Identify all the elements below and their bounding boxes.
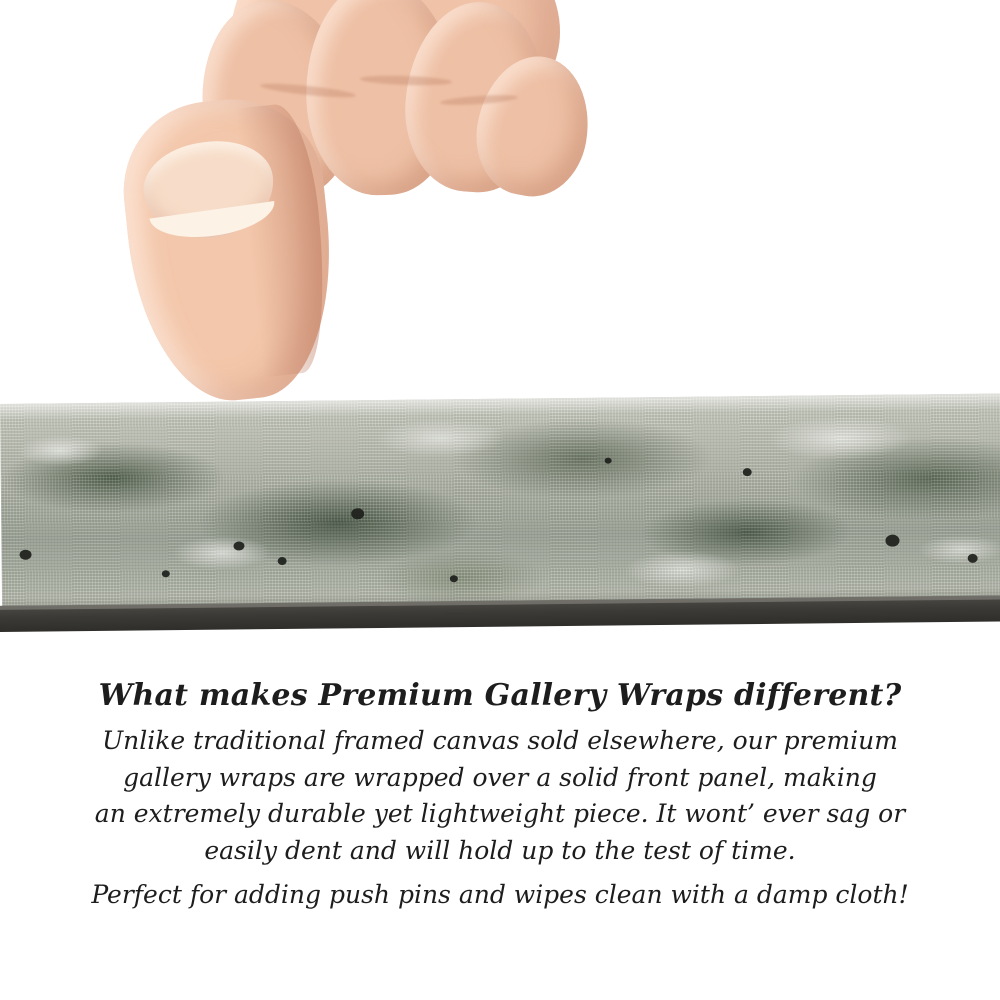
canvas-speck	[233, 541, 244, 550]
canvas-speck	[605, 458, 612, 464]
caption-title: What makes Premium Gallery Wraps different?	[98, 678, 902, 713]
caption-line: an extremely durable yet lightweight piece. It wont’ ever sag or	[94, 799, 906, 828]
caption-block	[0, 678, 1000, 914]
canvas-speck	[968, 554, 978, 563]
caption-body	[0, 723, 1000, 914]
canvas-speck	[885, 535, 899, 547]
canvas-speck	[743, 468, 752, 476]
canvas-speck	[450, 575, 458, 582]
canvas-print-edge	[0, 394, 1000, 620]
hand-illustration	[110, 0, 570, 430]
canvas-speck	[351, 508, 364, 519]
caption-line: easily dent and will hold up to the test of time.	[204, 835, 796, 865]
caption-line: gallery wraps are wrapped over a solid front panel, making	[123, 762, 877, 792]
caption-line: Unlike traditional framed canvas sold elsewhere, our premium	[102, 726, 898, 755]
canvas-speck	[20, 550, 32, 560]
canvas-speck	[278, 557, 287, 565]
canvas-speck	[162, 570, 170, 577]
caption-line: Perfect for adding push pins and wipes clean with a damp cloth!	[91, 880, 909, 909]
canvas-weave-texture	[0, 394, 1000, 620]
